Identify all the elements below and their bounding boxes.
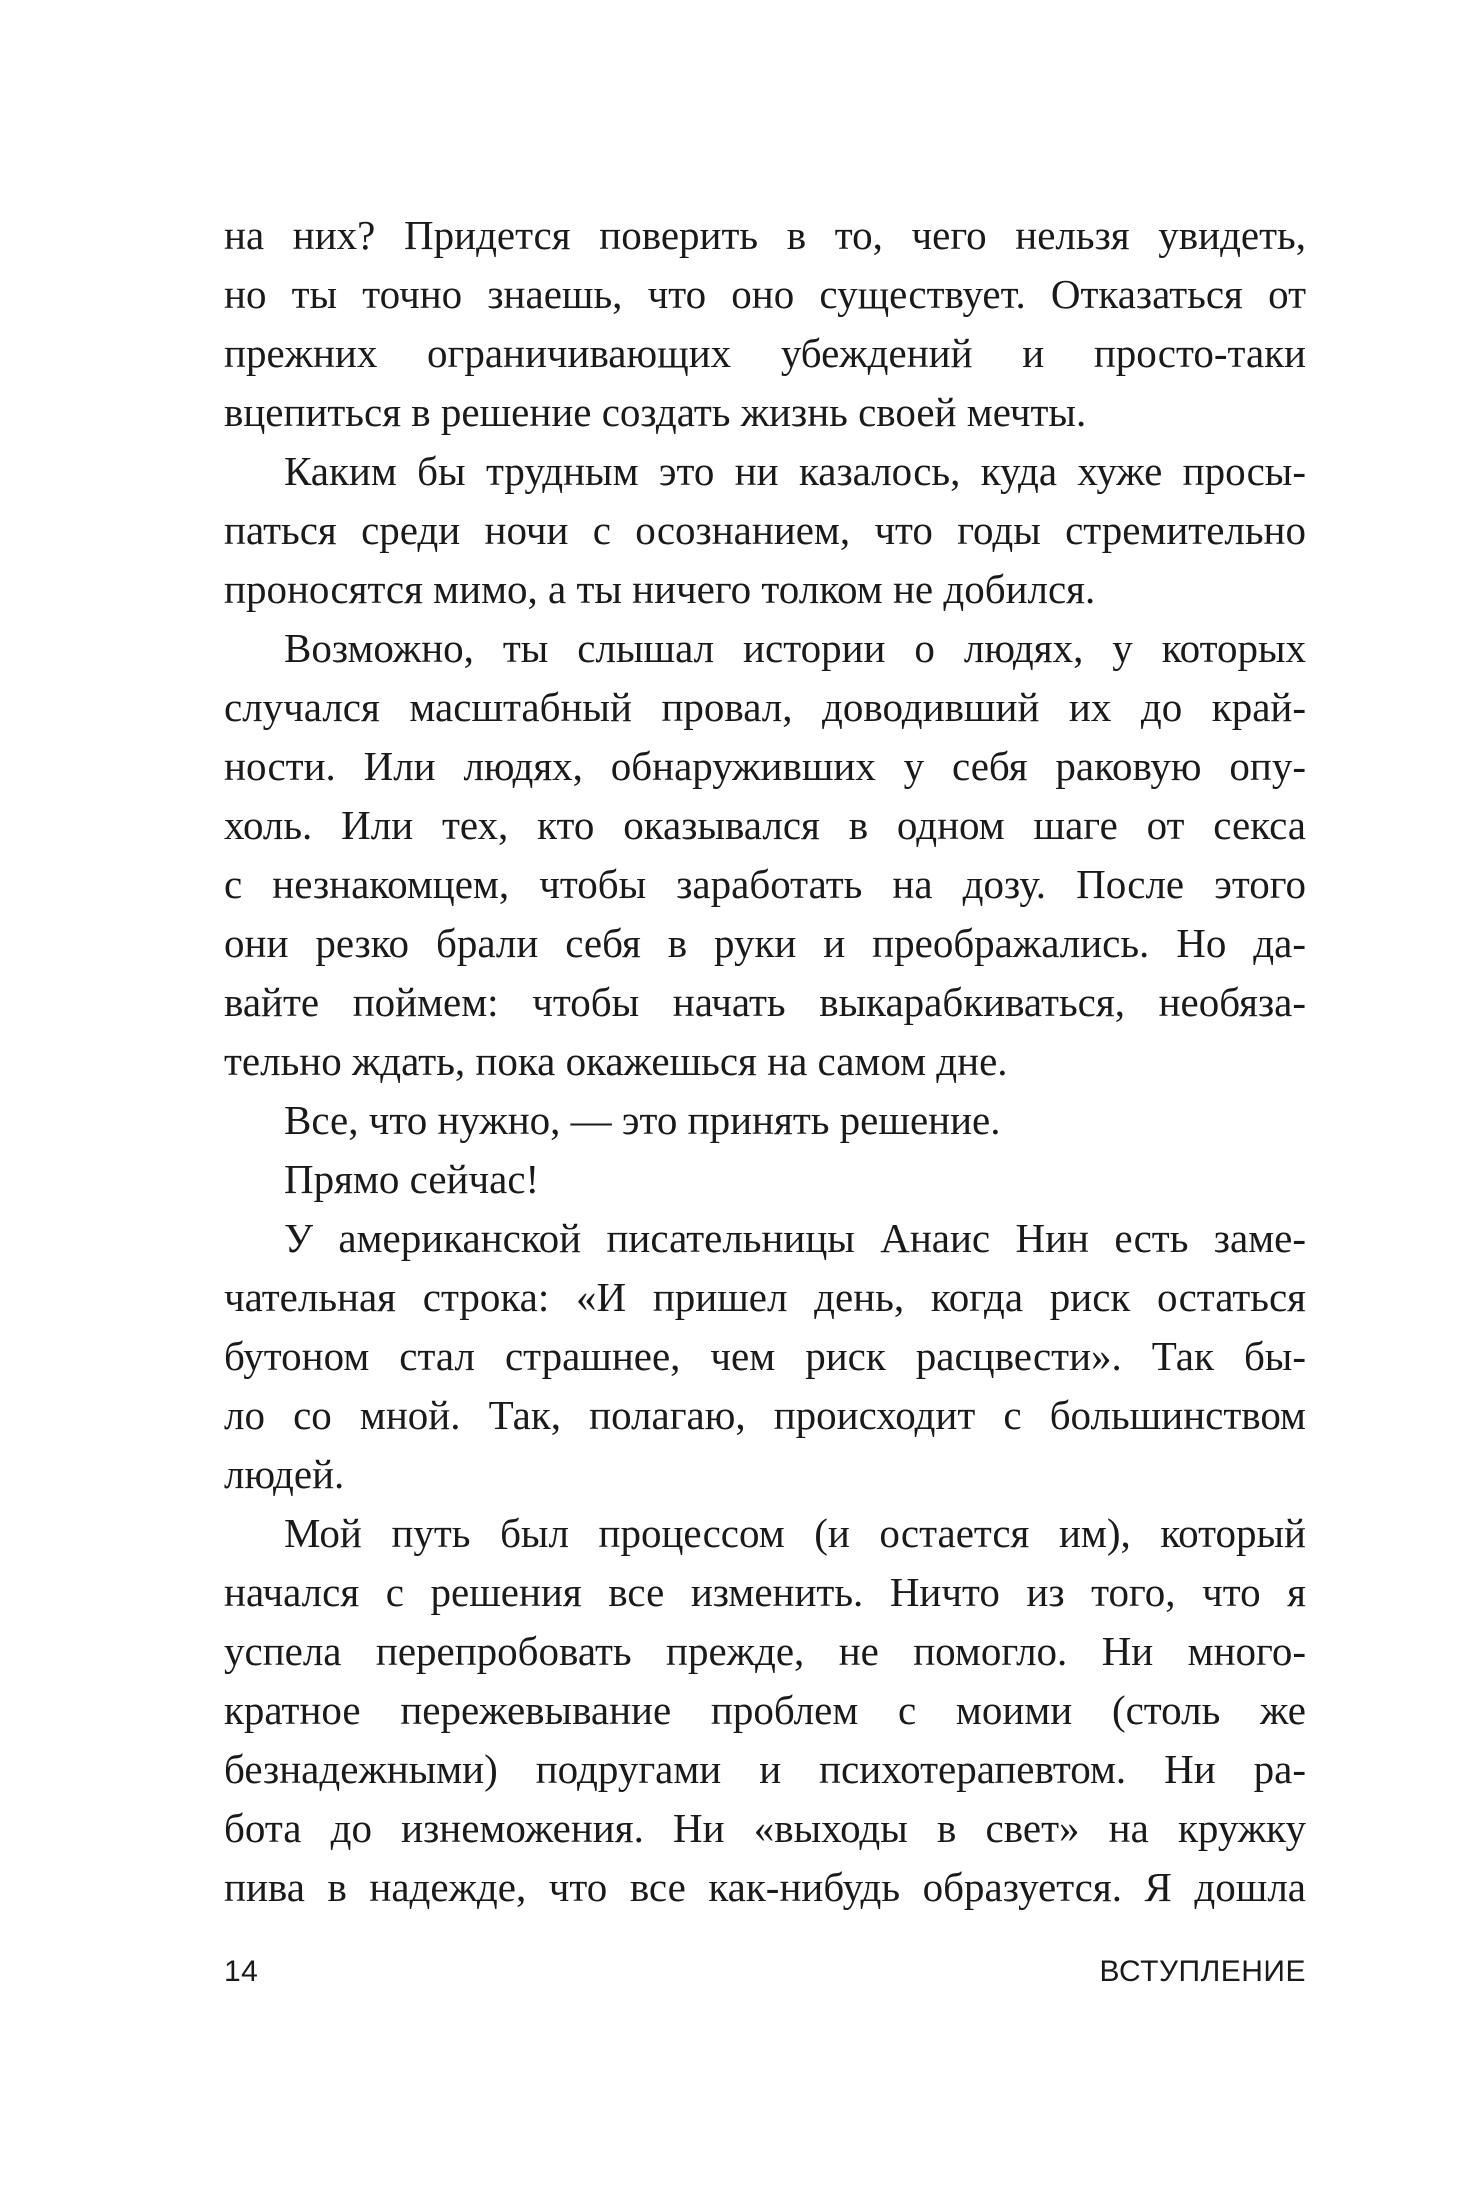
text-line: на них? Придется поверить в то, чего нельзя увидеть, <box>224 212 1306 258</box>
text-line: холь. Или тех, кто оказывался в одном шаге от секса <box>224 802 1306 848</box>
text-line: начался с решения все изменить. Ничто из того, что я <box>224 1569 1306 1615</box>
text-line: У американской писательницы Анаис Нин есть заме- <box>284 1215 1306 1261</box>
text-line: ности. Или людях, обнаруживших у себя раковую опу- <box>224 743 1306 789</box>
text-line: Возможно, ты слышал истории о людях, у которых <box>284 625 1306 671</box>
page-number: 14 <box>224 1955 259 1988</box>
text-line: чательная строка: «И пришел день, когда риск остаться <box>224 1274 1306 1320</box>
text-line: случался масштабный провал, доводивший их до край- <box>224 684 1306 730</box>
text-line: успела перепробовать прежде, не помогло. Ни много- <box>224 1628 1306 1674</box>
text-line: но ты точно знаешь, что оно существует. Отказаться от <box>224 271 1306 317</box>
text-line: бота до изнеможения. Ни «выходы в свет» на кружку <box>224 1805 1306 1851</box>
text-line: паться среди ночи с осознанием, что годы стремительно <box>224 507 1306 553</box>
text-line: они резко брали себя в руки и преображались. Но да- <box>224 920 1306 966</box>
text-line: с незнакомцем, чтобы заработать на дозу. После этого <box>224 861 1306 907</box>
text-line: людей. <box>224 1451 345 1497</box>
running-head-section-title: ВСТУПЛЕНИЕ <box>1099 1955 1306 1988</box>
body-text <box>224 206 1306 1917</box>
text-line: прежних ограничивающих убеждений и просто-таки <box>224 330 1306 376</box>
text-line: вайте поймем: чтобы начать выкарабкиваться, необяза- <box>224 979 1306 1025</box>
text-line: тельно ждать, пока окажешься на самом дне. <box>224 1038 1008 1084</box>
page-footer <box>224 1955 1306 1989</box>
text-line: Мой путь был процессом (и остается им), который <box>284 1510 1306 1556</box>
text-line: Каким бы трудным это ни казалось, куда хуже просы- <box>284 448 1306 494</box>
text-line: Все, что нужно, — это принять решение. <box>284 1097 1001 1143</box>
text-line: безнадежными) подругами и психотерапевтом. Ни ра- <box>224 1746 1306 1792</box>
text-line: проносятся мимо, а ты ничего толком не добился. <box>224 566 1096 612</box>
text-line: бутоном стал страшнее, чем риск расцвести». Так бы- <box>224 1333 1306 1379</box>
text-line: Прямо сейчас! <box>284 1156 540 1202</box>
text-line: ло со мной. Так, полагаю, происходит с большинством <box>224 1392 1306 1438</box>
text-line: кратное пережевывание проблем с моими (столь же <box>224 1687 1306 1733</box>
text-line: пива в надежде, что все как-нибудь образуется. Я дошла <box>224 1864 1306 1910</box>
text-line: вцепиться в решение создать жизнь своей мечты. <box>224 389 1087 435</box>
